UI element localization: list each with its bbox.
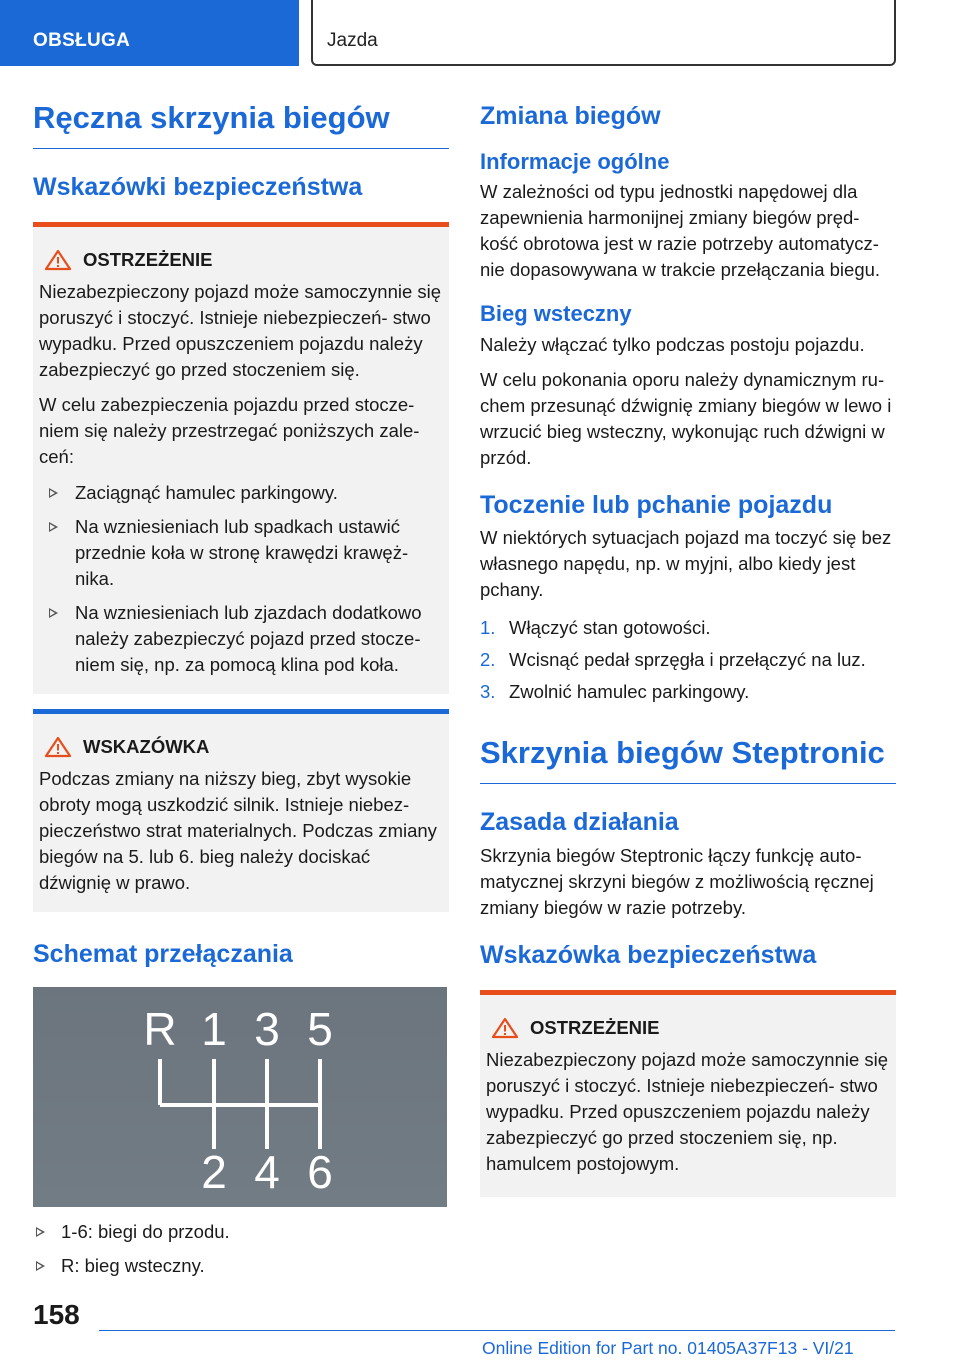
page-number: 158: [33, 1299, 80, 1330]
principle-text: Skrzynia biegów Steptronic łączy funkcję auto- matycznej skrzyni biegów z możliwością ręcznej zmiany biegów w razie potrzeby.: [480, 844, 874, 918]
step-number: 2.: [480, 649, 496, 671]
gear-label-r: R: [143, 1003, 177, 1056]
gear-label-6: 6: [307, 1146, 333, 1199]
bullet-triangle-icon: [49, 608, 58, 618]
bullet-triangle-icon: [49, 522, 58, 532]
step-item: [480, 615, 896, 641]
list-item-text: Zaciągnąć hamulec parkingowy.: [75, 482, 338, 504]
shift-pattern-diagram: [33, 987, 447, 1207]
warning-label: OSTRZEŻENIE: [530, 1017, 660, 1039]
footer-rule: [99, 1330, 895, 1331]
safety-heading: Wskazówki bezpieczeństwa: [33, 172, 363, 201]
reverse-text: W celu pokonania oporu należy dynamicznym ru- chem przesunąć dźwignię zmiany biegów w lewo i wrzucić bieg wsteczny, wykonując ruch dźwigni w przód.: [480, 368, 892, 468]
reverse-heading: Bieg wsteczny: [480, 301, 632, 327]
steps-list: [480, 615, 896, 705]
bullet-triangle-icon: [49, 488, 58, 498]
gear-label-5: 5: [307, 1003, 333, 1056]
safety-heading: Wskazówka bezpieczeństwa: [480, 940, 817, 969]
warning-list: [39, 480, 443, 678]
warning-title: [490, 1015, 890, 1041]
principle-heading: Zasada działania: [480, 807, 679, 836]
gear-label-1: 1: [201, 1003, 227, 1056]
list-item-text: Na wzniesieniach lub spadkach ustawić przednie koła w stronę krawędzi krawęż- nika.: [75, 516, 409, 590]
warning-box: [33, 222, 449, 694]
note-paragraph: Podczas zmiany na niższy bieg, zbyt wysokie obroty mogą uszkodzić silnik. Istnieje niebez- pieczeństwo strat materialnych. Podczas zmiany biegów na 5. lub 6. bieg należy dociskać dźwignię w prawo.: [39, 768, 437, 894]
warning-paragraph: W celu zabezpieczenia pojazdu przed stocze- niem się należy przestrzegać poniższych zale- ceń:: [39, 394, 420, 468]
warning-paragraph: Niezabezpieczony pojazd może samoczynnie się poruszyć i stoczyć. Istnieje niebezpieczeń- stwo wypadku. Przed opuszczeniem pojazdu należy zabezpieczyć go przed stoczeniem się.: [39, 281, 442, 381]
step-text: Włączyć stan gotowości.: [509, 617, 711, 639]
general-heading: Informacje ogólne: [480, 148, 670, 174]
step-item: [480, 679, 896, 705]
list-item: [39, 514, 443, 592]
gear-label-4: 4: [254, 1146, 280, 1199]
bullet-triangle-icon: [36, 1261, 45, 1271]
reverse-text: Należy włączać tylko podczas postoju pojazdu.: [480, 333, 865, 355]
list-item-text: R: bieg wsteczny.: [61, 1255, 205, 1277]
page-title: Ręczna skrzynia biegów: [33, 100, 390, 135]
step-number: 1.: [480, 617, 496, 639]
note-box: [33, 709, 449, 912]
warning-triangle-icon: [43, 249, 73, 271]
warning-triangle-icon: [490, 1017, 520, 1039]
warning-title: [43, 247, 443, 273]
list-item-text: 1-6: biegi do przodu.: [61, 1221, 230, 1243]
rolling-heading: Toczenie lub pchanie pojazdu: [480, 490, 833, 519]
left-column: [33, 100, 449, 1279]
rolling-text: W niektórych sytuacjach pojazd ma toczyć się bez własnego napędu, np. w myjni, albo kiedy jest pchany.: [480, 527, 892, 601]
note-title: [43, 734, 443, 760]
gate-lines: [160, 1059, 320, 1149]
list-item: [33, 1219, 449, 1245]
note-label: WSKAZÓWKA: [83, 736, 210, 758]
general-text: W zależności od typu jednostki napędowej dla zapewnienia harmonijnej zmiany biegów pręd- kość obrotowa jest w razie potrzeby automatycz- nie dopasowywana w trakcie przełączania biegu.: [480, 181, 881, 281]
gear-change-heading: Zmiana biegów: [480, 102, 661, 130]
step-number: 3.: [480, 681, 496, 703]
list-item: [39, 480, 443, 506]
schema-heading: Schemat przełączania: [33, 940, 293, 969]
edition-text: Online Edition for Part no. 01405A37F13 - VI/21: [482, 1338, 854, 1358]
bullet-triangle-icon: [36, 1227, 45, 1237]
warning-label: OSTRZEŻENIE: [83, 249, 213, 271]
step-item: [480, 647, 896, 673]
step-text: Zwolnić hamulec parkingowy.: [509, 681, 750, 703]
warning-triangle-icon: [43, 736, 73, 758]
title-rule: [480, 783, 896, 784]
chapter-tab: Jazda: [311, 0, 896, 66]
step-text: Wcisnąć pedał sprzęgła i przełączyć na luz.: [509, 649, 866, 671]
section-tab: OBSŁUGA: [0, 0, 299, 66]
steptronic-title: Skrzynia biegów Steptronic: [480, 735, 885, 771]
right-column: [480, 102, 896, 1197]
shift-pattern-image: [33, 987, 447, 1207]
list-item-text: Na wzniesieniach lub zjazdach dodatkowo należy zabezpieczyć pojazd przed stocze- niem się, np. za pomocą klina pod koła.: [75, 602, 422, 676]
warning-box: [480, 990, 896, 1197]
schema-list: [33, 1219, 449, 1279]
title-rule: [33, 148, 449, 149]
gear-label-2: 2: [201, 1146, 227, 1199]
list-item: [33, 1253, 449, 1279]
warning-paragraph: Niezabezpieczony pojazd może samoczynnie się poruszyć i stoczyć. Istnieje niebezpieczeń- stwo wypadku. Przed opuszczeniem pojazdu należy zabezpieczyć go przed stoczeniem się, np. hamulcem postojowym.: [486, 1049, 889, 1175]
list-item: [39, 600, 443, 678]
gear-label-3: 3: [254, 1003, 280, 1056]
